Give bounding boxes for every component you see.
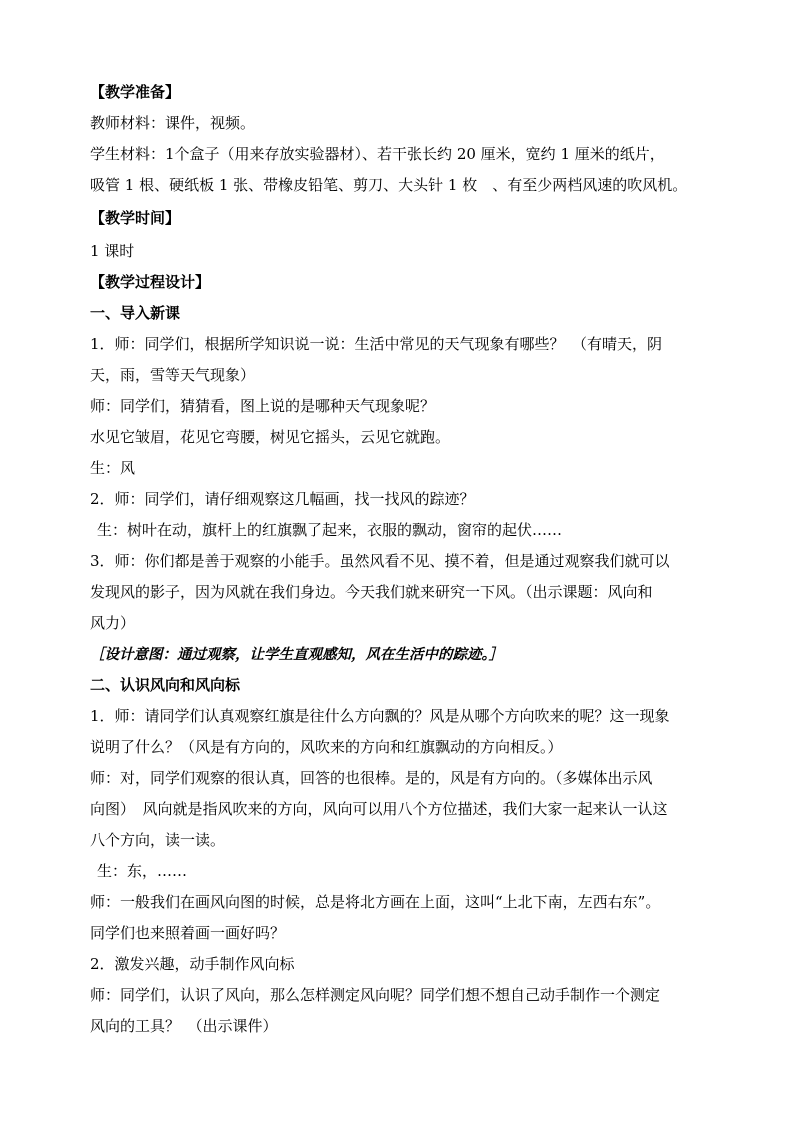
- paragraph: 八个方向，读一读。: [90, 831, 226, 849]
- design-intent-note: ［设计意图：通过观察，让学生直观感知，风在生活中的踪迹。］: [90, 646, 504, 663]
- teacher-materials: 教师材料：课件，视频。: [90, 114, 256, 132]
- document-page: [90, 77, 720, 1042]
- paragraph: 1．师：同学们，根据所学知识说一说：生活中常见的天气现象有哪些？ （有晴天，阴: [90, 335, 663, 353]
- heading-teaching-preparation: 【教学准备】: [90, 83, 181, 101]
- paragraph: 师：同学们，认识了风向，那么怎样测定风向呢？同学们想不想自己动手制作一个测定: [90, 986, 661, 1004]
- paragraph: 风力）: [90, 614, 136, 632]
- paragraph: 生：东，……: [97, 862, 188, 880]
- paragraph: 向图） 风向就是指风吹来的方向，风向可以用八个方位描述，我们大家一起来认一认这: [90, 800, 668, 818]
- heading-teaching-time: 【教学时间】: [90, 209, 181, 227]
- student-materials-line-2: 吸管 1 根、硬纸板 1 张、带橡皮铅笔、剪刀、大头针 1 枚 、有至少两档风速的吹风机。: [90, 176, 688, 194]
- paragraph: 同学们也来照着画一画好吗？: [90, 924, 286, 942]
- paragraph: 生：风: [90, 459, 136, 477]
- paragraph: 师：对，同学们观察的很认真，回答的也很棒。是的，风是有方向的。（多媒体出示风: [90, 769, 653, 787]
- paragraph: 生：树叶在动，旗杆上的红旗飘了起来，衣服的飘动，窗帘的起伏……: [97, 521, 563, 539]
- paragraph: 师：同学们，猜猜看，图上说的是哪种天气现象呢？: [90, 397, 436, 415]
- heading-teaching-process: 【教学过程设计】: [90, 273, 211, 291]
- paragraph: 天，雨，雪等天气现象）: [90, 366, 256, 384]
- paragraph: 师：一般我们在画风向图的时候，总是将北方画在上面，这叫“上北下南，左西右东”。: [90, 893, 661, 911]
- teaching-time-value: 1 课时: [90, 242, 135, 260]
- paragraph: 水见它皱眉，花见它弯腰，树见它摇头，云见它就跑。: [90, 428, 451, 446]
- paragraph: 发现风的影子，因为风就在我们身边。今天我们就来研究一下风。（出示课题：风向和: [90, 583, 653, 601]
- paragraph: 2．师：同学们，请仔细观察这几幅画，找一找风的踪迹？: [90, 490, 475, 508]
- paragraph: 风向的工具？ （出示课件）: [90, 1017, 278, 1035]
- paragraph: 2．激发兴趣，动手制作风向标: [90, 955, 295, 973]
- section-1-title: 一、导入新课: [90, 304, 181, 322]
- student-materials-line-1: 学生材料：1个盒子（用来存放实验器材）、若干张长约 20 厘米，宽约 1 厘米的纸片，: [90, 145, 665, 163]
- paragraph: 1．师：请同学们认真观察红旗是往什么方向飘的？风是从哪个方向吹来的呢？这一现象: [90, 707, 670, 725]
- paragraph: 说明了什么？（风是有方向的，风吹来的方向和红旗飘动的方向相反。）: [90, 738, 563, 756]
- section-2-title: 二、认识风向和风向标: [90, 676, 241, 694]
- paragraph: 3．师：你们都是善于观察的小能手。虽然风看不见、摸不着，但是通过观察我们就可以: [90, 552, 670, 570]
